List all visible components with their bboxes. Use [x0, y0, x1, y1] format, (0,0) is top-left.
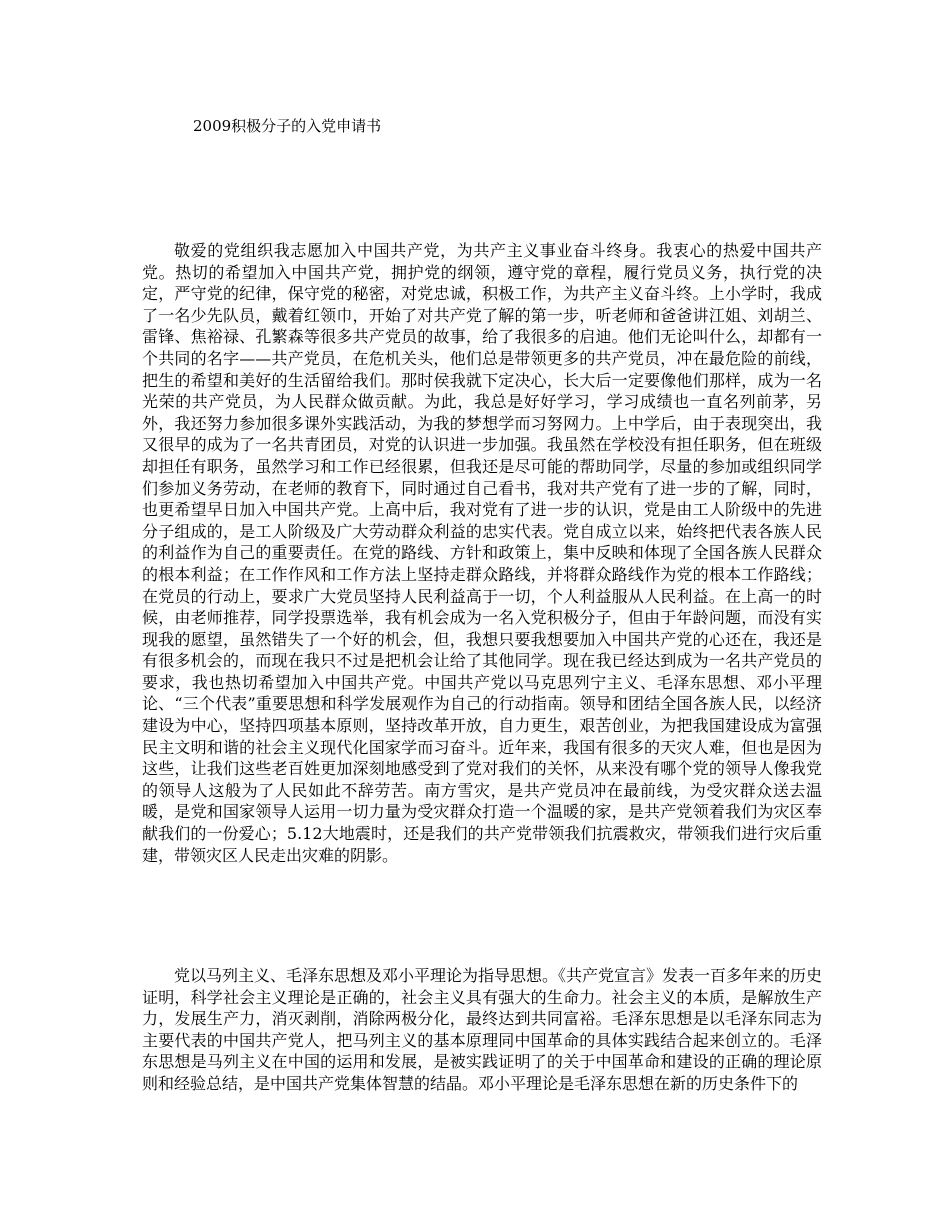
body-paragraph-2: 党以马列主义、毛泽东思想及邓小平理论为指导思想。《共产党宣言》发表一百多年来的历史证明，科学社会主义理论是正确的，社会主义具有强大的生命力。社会主义的本质，是解放生产力，发展生产力，消灭剥削，消除两极分化，最终达到共同富裕。毛泽东思想是以毛泽东同志为主要代表的中国共产党人，把马列主义的基本原理同中国革命的具体实践结合起来创立的。毛泽东思想是马列主义在中国的运用和发展，是被实践证明了的关于中国革命和建设的正确的理论原则和经验总结，是中国共产党集体智慧的结晶。邓小平理论是毛泽东思想在新的历史条件下的	[142, 966, 823, 1093]
document-title: 2009积极分子的入党申请书	[193, 117, 382, 135]
body-paragraph-1: 敬爱的党组织我志愿加入中国共产党，为共产主义事业奋斗终身。我衷心的热爱中国共产党。热切的希望加入中国共产党，拥护党的纲领，遵守党的章程，履行党员义务，执行党的决定，严守党的纪律，保守党的秘密，对党忠诚，积极工作，为共产主义奋斗终。上小学时，我成了一名少先队员，戴着红领巾，开始了对共产党了解的第一步，听老师和爸爸讲江姐、刘胡兰、雷锋、焦裕禄、孔繁森等很多共产党员的故事，给了我很多的启迪。他们无论叫什么，却都有一个共同的名字——共产党员，在危机关头，他们总是带领更多的共产党员，冲在最危险的前线，把生的希望和美好的生活留给我们。那时侯我就下定决心，长大后一定要像他们那样，成为一名光荣的共产党员，为人民群众做贡献。为此，我总是好好学习，学习成绩也一直名列前茅，另外，我还努力参加很多课外实践活动，为我的梦想学而习努网力。上中学后，由于表现突出，我又很早的成为了一名共青团员，对党的认识进一步加强。我虽然在学校没有担任职务，但在班级却担任有职务，虽然学习和工作已经很累，但我还是尽可能的帮助同学，尽量的参加或组织同学们参加义务劳动，在老师的教育下，同时通过自己看书，我对共产党有了进一步的了解，同时，也更希望早日加入中国共产党。上高中后，我对党有了进一步的认识，党是由工人阶级中的先进分子组成的，是工人阶级及广大劳动群众利益的忠实代表。党自成立以来，始终把代表各族人民的利益作为自己的重要责任。在党的路线、方针和政策上，集中反映和体现了全国各族人民群众的根本利益；在工作作风和工作方法上坚持走群众路线，并将群众路线作为党的根本工作路线；在党员的行动上，要求广大党员坚持人民利益高于一切，个人利益服从人民利益。在上高一的时候，由老师推荐，同学投票选举，我有机会成为一名入党积极分子，但由于年龄问题，而没有实现我的愿望，虽然错失了一个好的机会，但，我想只要我想要加入中国共产党的心还在，我还是有很多机会的，而现在我只不过是把机会让给了其他同学。现在我已经达到成为一名共产党员的要求，我也热切希望加入中国共产党。中国共产党以马克思列宁主义、毛泽东思想、邓小平理论、“三个代表”重要思想和科学发展观作为自己的行动指南。领导和团结全国各族人民，以经济建设为中心，坚持四项基本原则，坚持改革开放，自力更生，艰苦创业，为把我国建设成为富强民主文明和谐的社会主义现代化国家学而习奋斗。近年来，我国有很多的天灾人难，但也是因为这些，让我们这些老百姓更加深刻地感受到了党对我们的关怀，从来没有哪个党的领导人像我党的领导人这般为了人民如此不辞劳苦。南方雪灾，是共产党员冲在最前线，为受灾群众送去温暖，是党和国家领导人运用一切力量为受灾群众打造一个温暖的家，是共产党领着我们为灾区奉献我们的一份爱心；5.12大地震时，还是我们的共产党带领我们抗震救灾，带领我们进行灾后重建，带领灾区人民走出灾难的阴影。	[142, 241, 822, 865]
